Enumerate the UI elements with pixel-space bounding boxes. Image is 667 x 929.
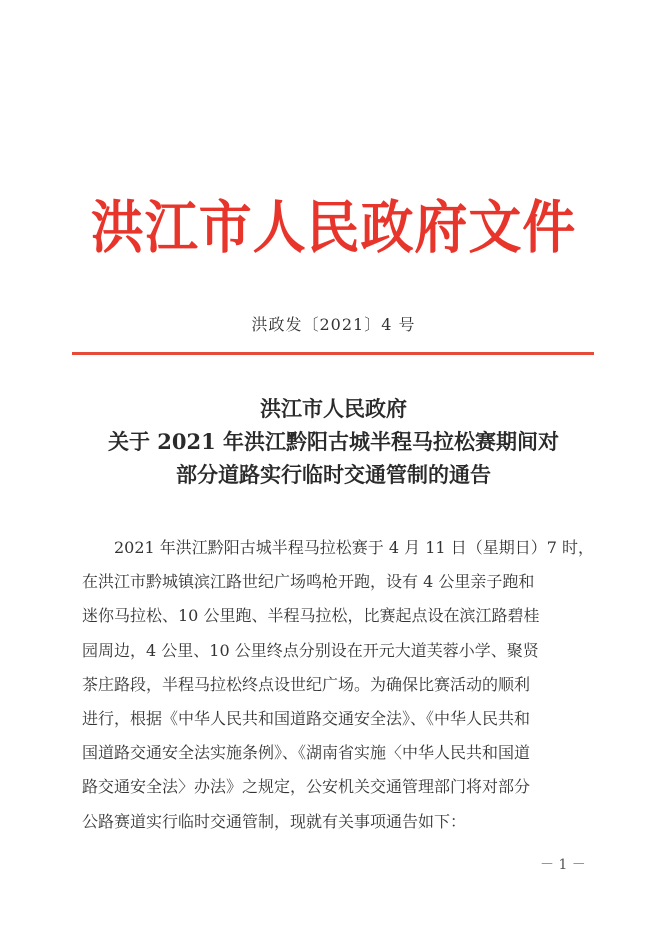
- body-line: 进行，根据《中华人民共和国道路交通安全法》、《中华人民共和: [82, 708, 531, 728]
- body-line: 2021 年洪江黔阳古城半程马拉松赛于 4 月 11 日（星期日）7 时，: [82, 538, 594, 557]
- body-line: 在洪江市黔城镇滨江路世纪广场鸣枪开跑，设有 4 公里亲子跑和: [82, 572, 535, 592]
- body-line: 公路赛道实行临时交通管制，现就有关事项通告如下：: [82, 811, 467, 831]
- body-line: 国道路交通安全法实施条例》、《湖南省实施〈中华人民共和国道: [82, 743, 531, 763]
- body-line: 园周边，4 公里、10 公里终点分别设在开元大道芙蓉小学、聚贤: [82, 640, 539, 660]
- body-line: 迷你马拉松、10 公里跑、半程马拉松，比赛起点设在滨江路碧桂: [82, 606, 540, 626]
- body-paragraph: [82, 531, 592, 839]
- body-line: 路交通安全法〉办法》之规定，公安机关交通管理部门将对部分: [82, 777, 531, 797]
- notice-title: [60, 392, 607, 491]
- red-divider-rule: [72, 352, 594, 355]
- document-number: 洪政发〔2021〕4 号: [251, 315, 416, 334]
- masthead-title: 洪江市人民政府文件: [90, 194, 577, 261]
- title-line: 洪江市人民政府: [260, 396, 407, 421]
- page-number: － 1 －: [540, 857, 586, 873]
- title-line: 关于 2021 年洪江黔阳古城半程马拉松赛期间对: [107, 429, 560, 454]
- title-line: 部分道路实行临时交通管制的通告: [176, 462, 491, 487]
- body-line: 茶庄路段，半程马拉松终点设世纪广场。为确保比赛活动的顺利: [82, 674, 531, 694]
